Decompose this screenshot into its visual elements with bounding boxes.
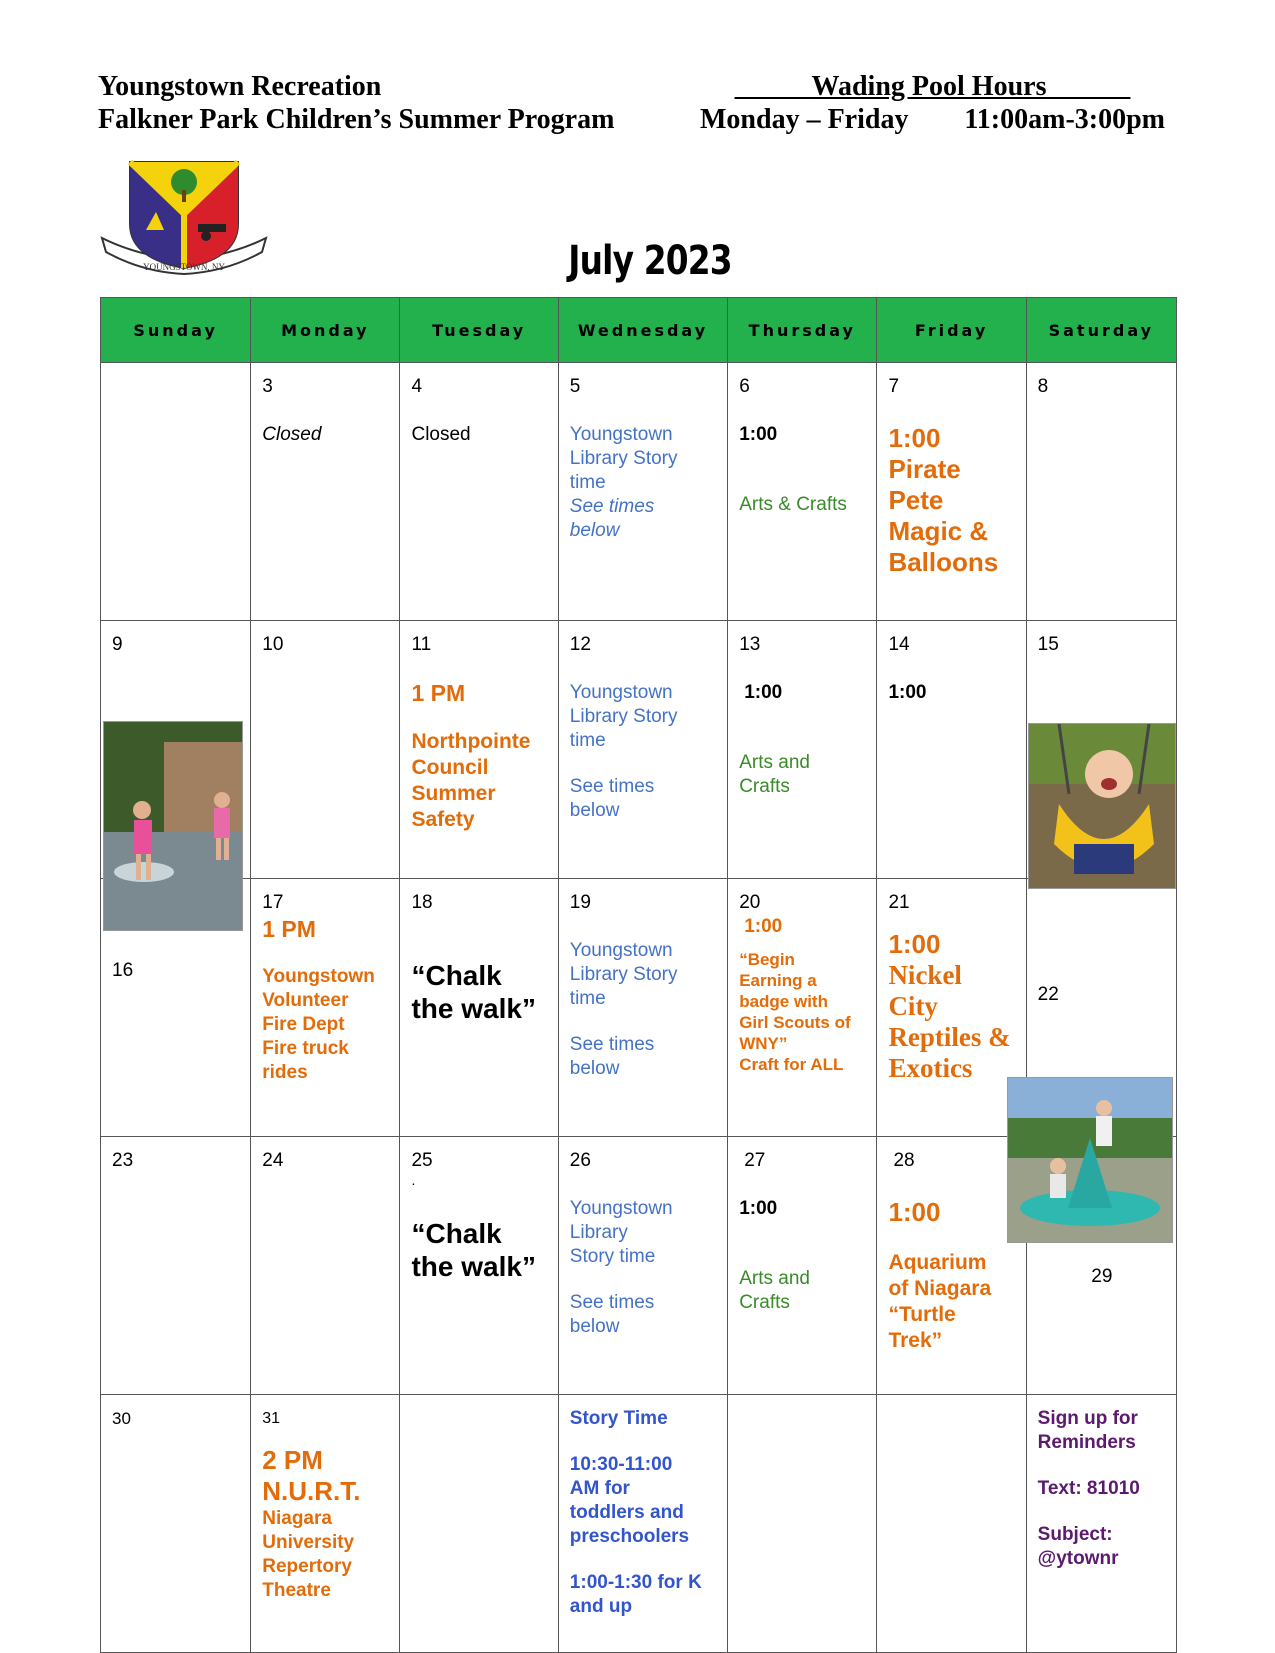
event-line: See times (569, 776, 655, 797)
day-number: 27 (744, 1150, 766, 1171)
event-line: Crafts (739, 1292, 790, 1313)
event-line: Pirate (888, 454, 961, 484)
event-line: Repertory (262, 1556, 352, 1577)
day-cell-30 (101, 1395, 251, 1653)
day-cell-6 (728, 363, 877, 621)
event-line: Theatre (262, 1580, 331, 1601)
day-number: 12 (569, 634, 591, 655)
event-line: Balloons (888, 547, 999, 577)
day-cell-3 (251, 363, 400, 621)
day-number: 8 (1037, 376, 1049, 397)
baby-swing-photo (1028, 723, 1176, 889)
header-left (98, 70, 614, 136)
event-line: Youngstown (569, 682, 673, 703)
event-line: Volunteer (262, 990, 349, 1011)
event-time: 1:00 (888, 929, 941, 959)
day-cell-28 (877, 1137, 1026, 1395)
day-cell-23 (101, 1137, 251, 1395)
day-number: 25 (411, 1150, 433, 1171)
event-line: Library Story (569, 964, 678, 985)
playground-photo (1007, 1077, 1173, 1243)
weekday-saturday: Saturday (1026, 298, 1176, 363)
event-line: University (262, 1532, 355, 1553)
event-line: “Chalk (411, 960, 502, 991)
day-number: 26 (569, 1150, 591, 1171)
event-line: Youngstown (569, 940, 673, 961)
event-time: 1:00 (888, 682, 927, 703)
month-title: July 2023 (568, 238, 732, 284)
weekday-friday: Friday (877, 298, 1026, 363)
info-line: Story Time (569, 1408, 668, 1429)
day-number: 28 (893, 1150, 915, 1171)
event-line: Craft for ALL (739, 1055, 844, 1074)
org-name: Youngstown Recreation (98, 71, 382, 102)
day-cell-5 (558, 363, 727, 621)
event-time: 1 PM (411, 680, 466, 706)
day-cell-empty (877, 1395, 1026, 1653)
info-line: Sign up for (1037, 1408, 1138, 1429)
event-line: Youngstown (262, 966, 375, 987)
day-number: 24 (262, 1150, 284, 1171)
weekday-wednesday: Wednesday (558, 298, 727, 363)
event-line: the walk” (411, 1251, 536, 1282)
day-cell-9 (101, 621, 251, 879)
pool-hours-line (700, 103, 1165, 136)
week-row-1 (101, 363, 1177, 621)
event-line: See times (569, 1034, 655, 1055)
info-line: and up (569, 1596, 633, 1617)
weekday-sunday: Sunday (101, 298, 251, 363)
day-cell-15 (1026, 621, 1176, 879)
event-line: Library Story (569, 706, 678, 727)
info-line: AM for (569, 1478, 630, 1499)
event-line: Library Story (569, 448, 678, 469)
info-line: 10:30-11:00 (569, 1454, 673, 1475)
week-row-5 (101, 1395, 1177, 1653)
pool-hours (700, 70, 1165, 136)
day-cell-20 (728, 879, 877, 1137)
calendar-grid (100, 297, 1177, 1653)
event-line: Pete (888, 485, 944, 515)
day-number: 18 (411, 892, 433, 913)
day-number: 30 (112, 1409, 131, 1428)
event-line: Story time (569, 1246, 656, 1267)
event-line: Arts and (739, 752, 810, 773)
info-line: Reminders (1037, 1432, 1136, 1453)
event-line: Council (411, 756, 489, 779)
day-number: 31 (262, 1410, 281, 1427)
day-number: 29 (1091, 1266, 1113, 1287)
info-line: @ytownr (1037, 1548, 1119, 1569)
day-cell-25 (400, 1137, 558, 1395)
event-line: Crafts (739, 776, 790, 797)
event-text: Closed (411, 424, 471, 445)
event-line: Trek” (888, 1329, 943, 1352)
event-line: below (569, 1316, 620, 1337)
event-line: Fire Dept (262, 1014, 345, 1035)
event-line: time (569, 472, 606, 493)
week-row-2 (101, 621, 1177, 879)
event-line: time (569, 730, 606, 751)
event-line: Aquarium (888, 1251, 987, 1274)
day-number: 16 (112, 960, 134, 981)
day-cell-17 (251, 879, 400, 1137)
event-line: Exotics (888, 1053, 973, 1083)
event-line: time (569, 988, 606, 1009)
day-number: 15 (1037, 634, 1059, 655)
day-number: 3 (262, 376, 273, 397)
day-number: 22 (1037, 984, 1059, 1005)
day-cell-21 (877, 879, 1026, 1137)
event-line: badge with (739, 992, 828, 1011)
day-cell-27 (728, 1137, 877, 1395)
event-line: WNY” (739, 1034, 788, 1053)
day-number: 5 (569, 376, 581, 397)
info-line: toddlers and (569, 1502, 684, 1523)
event-line: Youngstown (569, 1198, 673, 1219)
event-line: Arts & Crafts (739, 494, 847, 515)
day-cell-7 (877, 363, 1026, 621)
day-cell-11 (400, 621, 558, 879)
event-line: “Begin (739, 950, 795, 969)
info-line: preschoolers (569, 1526, 690, 1547)
day-cell-empty (101, 363, 251, 621)
day-number: 20 (739, 892, 761, 913)
weekday-thursday: Thursday (728, 298, 877, 363)
day-number: 19 (569, 892, 591, 913)
event-time: 1:00 (744, 916, 783, 937)
day-number: 10 (262, 634, 284, 655)
day-cell-22 (1026, 879, 1176, 1137)
week-row-3 (101, 879, 1177, 1137)
event-line: the walk” (411, 993, 536, 1024)
event-time: 1:00 (888, 1197, 941, 1227)
wading-pool-photo (103, 721, 243, 931)
event-line: below (569, 800, 620, 821)
event-time: 1:00 (739, 424, 778, 445)
reminders-info (1026, 1395, 1176, 1653)
day-cell-4 (400, 363, 558, 621)
event-line: Girl Scouts of (739, 1013, 851, 1032)
day-number: 7 (888, 376, 900, 397)
event-line: Nickel (888, 960, 962, 990)
event-time: 1 PM (262, 916, 316, 942)
day-number: 23 (112, 1150, 134, 1171)
weekday-monday: Monday (251, 298, 400, 363)
weekday-tuesday: Tuesday (400, 298, 558, 363)
day-cell-14 (877, 621, 1026, 879)
event-time: 1:00 (744, 682, 783, 703)
event-time: 2 PM (262, 1445, 323, 1475)
event-line: N.U.R.T. (262, 1476, 361, 1506)
day-number: 4 (411, 376, 423, 397)
day-cell-empty (728, 1395, 877, 1653)
event-line: Earning a (739, 971, 817, 990)
event-line: Northpointe (411, 730, 531, 753)
pool-hours-title: Wading Pool Hours (811, 71, 1047, 102)
info-line: 1:00-1:30 for K (569, 1572, 702, 1593)
day-cell-12 (558, 621, 727, 879)
day-number: 9 (112, 634, 123, 655)
program-name: Falkner Park Children’s Summer Program (98, 104, 615, 135)
day-cell-19 (558, 879, 727, 1137)
event-line: Arts and (739, 1268, 810, 1289)
event-line: below (569, 1058, 620, 1079)
event-line: “Turtle (888, 1303, 956, 1326)
pool-days: Monday – Friday (700, 104, 909, 135)
event-line: See times (569, 496, 655, 517)
event-line: below (569, 520, 620, 541)
event-line: Reptiles & (888, 1022, 1011, 1052)
event-line: “Chalk (411, 1218, 502, 1249)
info-line: Subject: (1037, 1524, 1113, 1545)
pool-times: 11:00am-3:00pm (964, 104, 1165, 135)
day-cell-8 (1026, 363, 1176, 621)
event-line: Library (569, 1222, 628, 1243)
story-time-info (558, 1395, 727, 1653)
day-number: 14 (888, 634, 910, 655)
day-cell-13 (728, 621, 877, 879)
dot-mark: . (411, 1172, 416, 1188)
event-line: of Niagara (888, 1277, 992, 1300)
event-line: See times (569, 1292, 655, 1313)
event-time: 1:00 (739, 1198, 778, 1219)
day-cell-26 (558, 1137, 727, 1395)
day-number: 11 (411, 634, 432, 655)
day-cell-31 (251, 1395, 400, 1653)
weekday-header-row (101, 298, 1177, 363)
event-line: Youngstown (569, 424, 673, 445)
day-number: 21 (888, 892, 910, 913)
svg-text:YOUNGSTOWN, NY: YOUNGSTOWN, NY (143, 262, 225, 272)
day-cell-empty (400, 1395, 558, 1653)
event-time: 1:00 (888, 423, 941, 453)
day-number: 6 (739, 376, 750, 397)
event-text: Closed (262, 424, 322, 445)
event-line: Summer (411, 782, 496, 805)
event-line: Fire truck (262, 1038, 349, 1059)
event-line: Magic & (888, 516, 989, 546)
event-line: Niagara (262, 1508, 332, 1529)
day-cell-18 (400, 879, 558, 1137)
day-cell-24 (251, 1137, 400, 1395)
event-line: rides (262, 1062, 308, 1083)
day-cell-10 (251, 621, 400, 879)
info-line: Text: 81010 (1037, 1478, 1140, 1499)
day-number: 13 (739, 634, 761, 655)
day-number: 17 (262, 892, 284, 913)
event-line: Safety (411, 808, 475, 831)
event-line: City (888, 991, 938, 1021)
